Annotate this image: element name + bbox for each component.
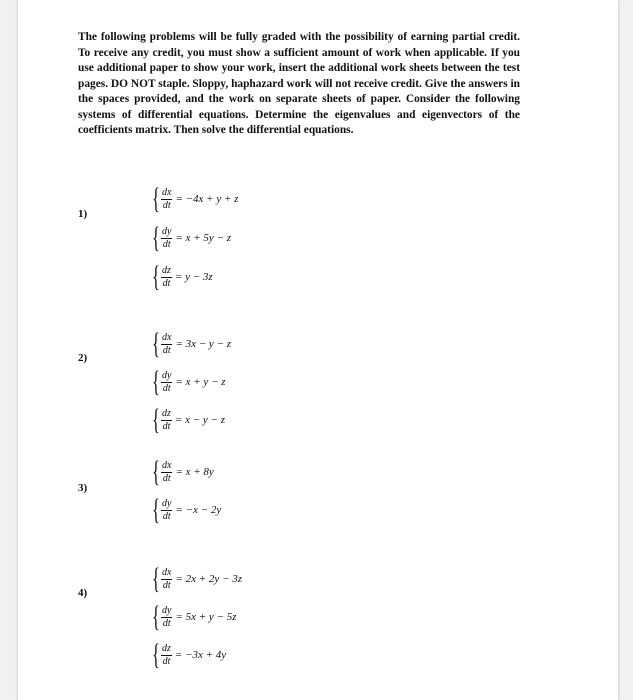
brace-glyph: { — [152, 562, 160, 595]
problem-2-equation-3 — [152, 403, 225, 436]
equation-rhs: = x + 5y − z — [175, 232, 232, 244]
problem-2-equation-1 — [152, 327, 232, 360]
equation-rhs: = −x − 2y — [175, 504, 222, 516]
equation-rhs: = −4x + y + z — [175, 193, 239, 205]
derivative-fraction — [161, 266, 172, 289]
brace-glyph: { — [152, 638, 160, 671]
brace-glyph: { — [152, 221, 160, 254]
problem-3-label: 3) — [78, 482, 88, 494]
brace-glyph: { — [152, 455, 160, 488]
fraction-numerator: dx — [162, 459, 172, 471]
fraction-numerator: dy — [162, 369, 172, 381]
fraction-denominator: dt — [162, 472, 171, 484]
equation-rhs: = x + y − z — [175, 376, 226, 388]
problem-2-label: 2) — [78, 352, 88, 364]
fraction-denominator: dt — [162, 655, 171, 667]
fraction-numerator: dy — [162, 604, 172, 616]
problem-3-equation-1 — [152, 455, 214, 488]
problem-1-label: 1) — [78, 208, 88, 220]
problem-4-label: 4) — [78, 587, 88, 599]
fraction-numerator: dy — [162, 497, 172, 509]
problem-1-equation-1 — [152, 182, 239, 215]
equation-rhs: = 2x + 2y − 3z — [175, 573, 243, 585]
equation-rhs: = −3x + 4y — [174, 649, 227, 661]
fraction-denominator: dt — [162, 238, 171, 250]
derivative-fraction — [161, 606, 172, 629]
fraction-numerator: dy — [162, 225, 172, 237]
derivative-fraction — [161, 188, 172, 211]
fraction-denominator: dt — [162, 277, 171, 289]
problem-1-equation-3 — [152, 260, 213, 293]
fraction-numerator: dx — [162, 566, 172, 578]
fraction-denominator: dt — [162, 199, 171, 211]
equation-rhs: = x − y − z — [174, 414, 225, 426]
fraction-denominator: dt — [162, 420, 171, 432]
problem-2-equation-2 — [152, 365, 226, 398]
brace-glyph: { — [152, 327, 160, 360]
fraction-numerator: dz — [162, 264, 171, 276]
fraction-denominator: dt — [162, 617, 171, 629]
derivative-fraction — [161, 409, 172, 432]
brace-glyph: { — [152, 600, 160, 633]
problem-4-equation-2 — [152, 600, 237, 633]
fraction-numerator: dx — [162, 331, 172, 343]
problem-4-equation-3 — [152, 638, 227, 671]
derivative-fraction — [161, 644, 172, 667]
brace-glyph: { — [152, 403, 160, 436]
equation-rhs: = 5x + y − 5z — [175, 611, 237, 623]
derivative-fraction — [161, 461, 172, 484]
equation-rhs: = x + 8y — [175, 466, 214, 478]
instructions-paragraph: The following problems will be fully graded with the possibility of earning partial credit. To receive any credit, you must show a sufficient amount of work when applicable. If you use additional paper to show your work, insert the additional work sheets between the test pages. DO NOT staple. Sloppy, haphazard work will not receive credit. Give the answers in the spaces provided, and the work on separate sheets of paper. Consider the following systems of differential equations. Determine the eigenvalues and eigenvectors of the coefficients matrix. Then solve the differential equations. — [78, 31, 520, 136]
problem-1-equation-2 — [152, 221, 232, 254]
equation-rhs: = y − 3z — [174, 271, 213, 283]
problem-4-equation-1 — [152, 562, 243, 595]
derivative-fraction — [161, 333, 172, 356]
brace-glyph: { — [152, 493, 160, 526]
brace-glyph: { — [152, 365, 160, 398]
brace-glyph: { — [152, 182, 160, 215]
derivative-fraction — [161, 568, 172, 591]
fraction-numerator: dz — [162, 642, 171, 654]
fraction-denominator: dt — [162, 344, 171, 356]
problem-3-equation-2 — [152, 493, 222, 526]
brace-glyph: { — [152, 260, 160, 293]
fraction-denominator: dt — [162, 510, 171, 522]
fraction-numerator: dz — [162, 407, 171, 419]
fraction-denominator: dt — [162, 382, 171, 394]
fraction-numerator: dx — [162, 186, 172, 198]
fraction-denominator: dt — [162, 579, 171, 591]
equation-rhs: = 3x − y − z — [175, 338, 232, 350]
derivative-fraction — [161, 371, 172, 394]
derivative-fraction — [161, 227, 172, 250]
derivative-fraction — [161, 499, 172, 522]
